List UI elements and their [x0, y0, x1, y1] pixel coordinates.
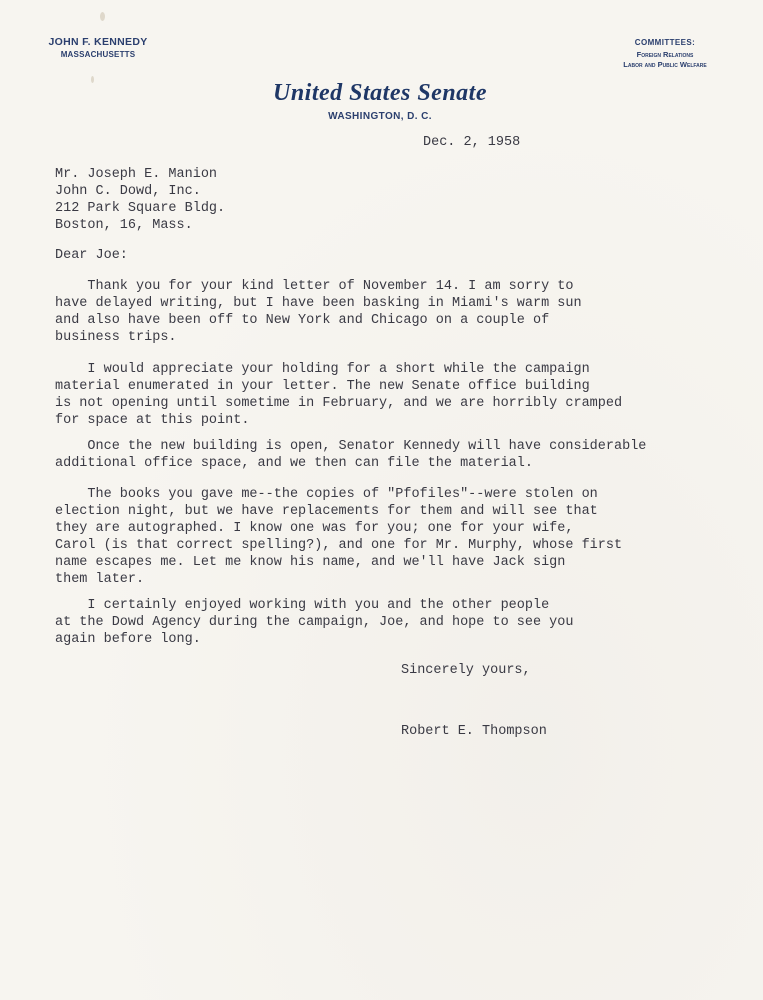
address-line: John C. Dowd, Inc. — [55, 184, 201, 199]
paragraph-line: Carol (is that correct spelling?), and one for Mr. Murphy, whose first — [55, 538, 623, 553]
paragraph-line: have delayed writing, but I have been basking in Miami's warm sun — [55, 296, 582, 311]
paragraph-line: again before long. — [55, 632, 201, 647]
paragraph-line: Thank you for your kind letter of November 14. I am sorry to — [55, 279, 574, 294]
paragraph-line: Once the new building is open, Senator Kennedy will have considerable — [55, 439, 647, 454]
paragraph — [55, 278, 582, 346]
paragraph — [55, 486, 622, 588]
paragraph-line: business trips. — [55, 330, 177, 345]
paragraph-line: The books you gave me--the copies of "Pfofiles"--were stolen on — [55, 487, 598, 502]
letterhead-title: United States Senate — [272, 80, 487, 106]
sender-name: JOHN F. KENNEDY — [48, 36, 148, 48]
address-line: 212 Park Square Bldg. — [55, 201, 226, 216]
ink-smudge — [91, 76, 94, 83]
paragraph-line: I certainly enjoyed working with you and the other people — [55, 598, 550, 613]
paragraph — [55, 361, 622, 429]
paragraph-line: name escapes me. Let me know his name, and we'll have Jack sign — [55, 555, 566, 570]
paragraph-line: additional office space, and we then can file the material. — [55, 456, 533, 471]
committee-item: Labor and Public Welfare — [623, 60, 707, 69]
paragraph-line: material enumerated in your letter. The new Senate office building — [55, 379, 590, 394]
recipient-address — [55, 166, 225, 234]
committee-item: Foreign Relations — [636, 50, 694, 59]
committees-block — [600, 38, 730, 70]
paragraph-line: they are autographed. I know one was for you; one for your wife, — [55, 521, 574, 536]
sender-state: MASSACHUSETTS — [60, 50, 136, 59]
letter-date: Dec. 2, 1958 — [423, 135, 521, 150]
paragraph-line: is not opening until sometime in February, and we are horribly cramped — [55, 396, 623, 411]
paragraph-line: them later. — [55, 572, 145, 587]
letterhead-city: WASHINGTON, D. C. — [328, 111, 432, 122]
paragraph-line: for space at this point. — [55, 413, 250, 428]
committees-title: COMMITTEES: — [634, 38, 696, 47]
paragraph-line: election night, but we have replacements for them and will see that — [55, 504, 598, 519]
sender-block — [40, 36, 156, 59]
address-line: Boston, 16, Mass. — [55, 218, 193, 233]
address-line: Mr. Joseph E. Manion — [55, 167, 218, 182]
closing: Sincerely yours, — [401, 663, 531, 678]
signature-name: Robert E. Thompson — [401, 724, 547, 739]
paragraph-line: I would appreciate your holding for a short while the campaign — [55, 362, 590, 377]
salutation: Dear Joe: — [55, 248, 128, 263]
paragraph-line: and also have been off to New York and Chicago on a couple of — [55, 313, 550, 328]
paragraph-line: at the Dowd Agency during the campaign, Joe, and hope to see you — [55, 615, 574, 630]
paragraph — [55, 597, 573, 648]
ink-smudge — [100, 12, 105, 21]
paragraph — [55, 438, 646, 472]
